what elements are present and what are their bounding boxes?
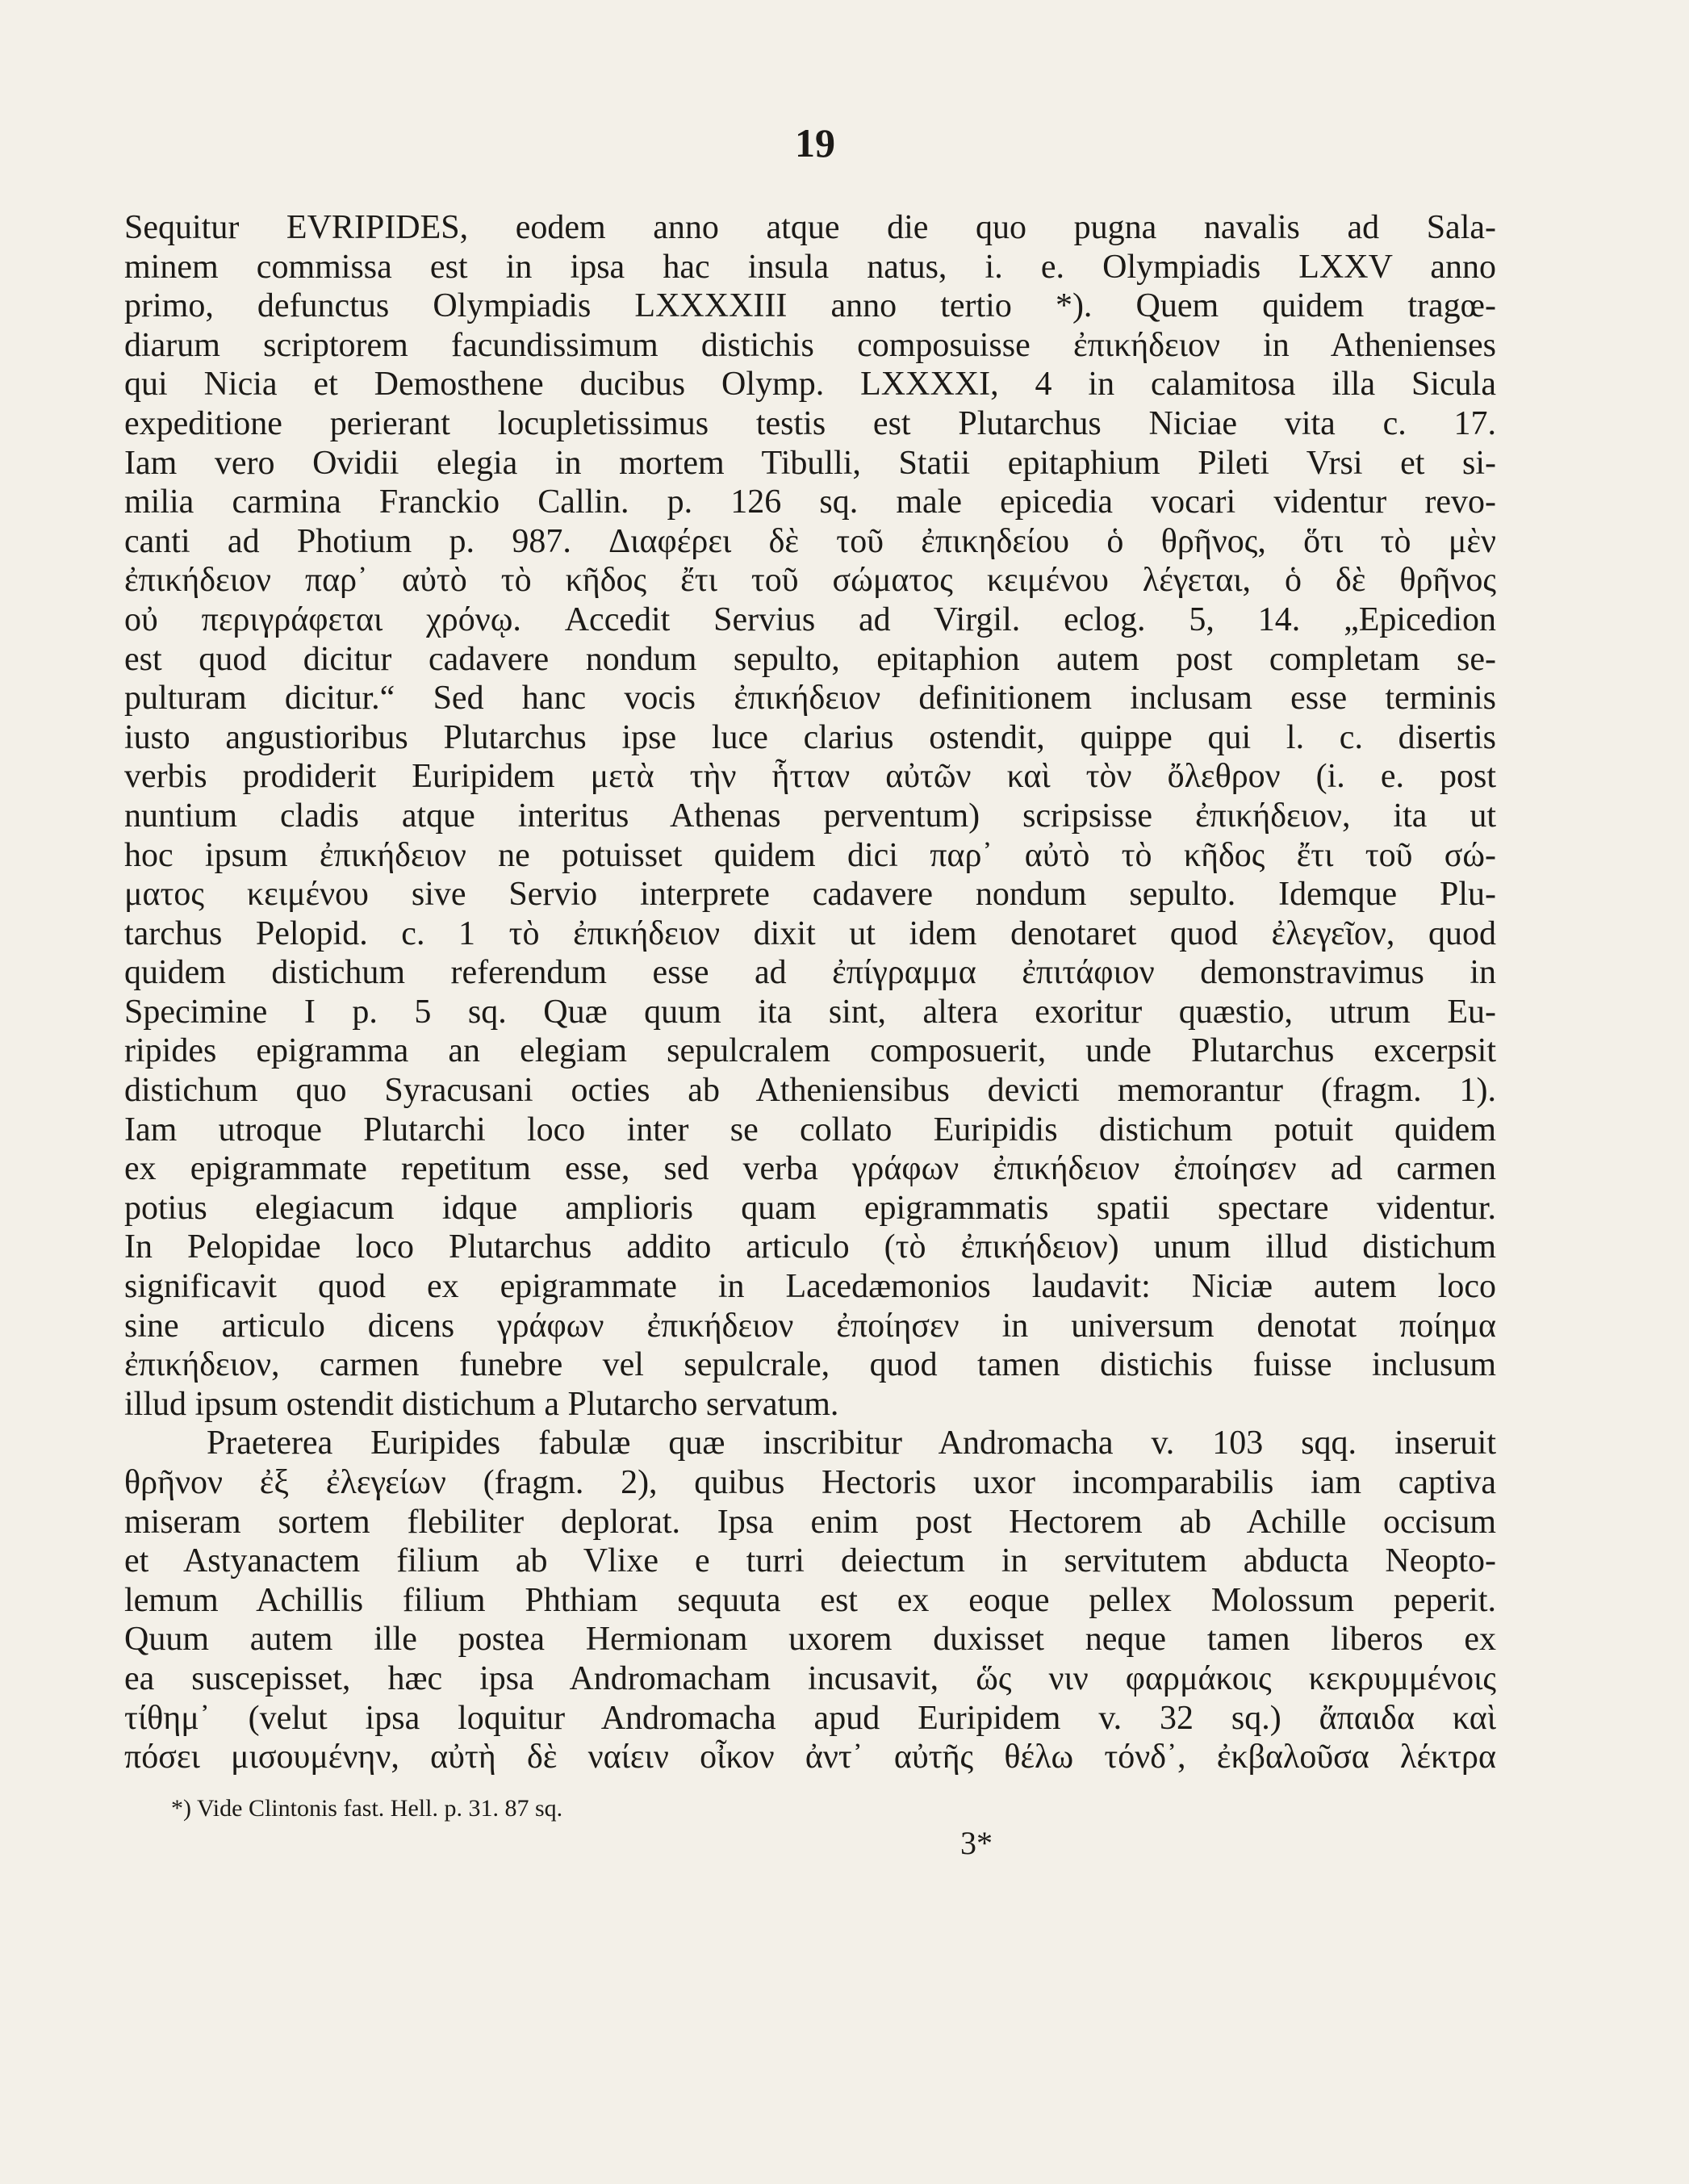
text-line: nuntium cladis atque interitus Athenas perventum) scripsisse ἐπικήδειον, ita ut — [124, 797, 1496, 835]
text-line: Praeterea Euripides fabulæ quæ inscribitur Andromacha v. 103 sqq. inseruit — [207, 1425, 1496, 1462]
text-line: potius elegiacum idque amplioris quam epigrammatis spatii spectare videntur. — [124, 1189, 1496, 1227]
text-line: οὐ περιγράφεται χρόνῳ. Accedit Servius ad Virgil. eclog. 5, 14. „Epicedion — [124, 600, 1496, 638]
text-line: tarchus Pelopid. c. 1 τὸ ἐπικήδειον dixit ut idem denotaret quod ἐλεγεῖον, quod — [124, 914, 1496, 952]
text-line: Quum autem ille postea Hermionam uxorem duxisset neque tamen liberos ex — [124, 1621, 1496, 1659]
text-line: iusto angustioribus Plutarchus ipse luce clarius ostendit, quippe qui l. c. disertis — [124, 718, 1496, 756]
text-line: canti ad Photium p. 987. Διαφέρει δὲ τοῦ ἐπικηδείου ὁ θρῆνος, ὅτι τὸ μὲν — [124, 522, 1496, 560]
text-line: ex epigrammate repetitum esse, sed verba γράφων ἐπικήδειον ἐποίησεν ad carmen — [124, 1150, 1496, 1188]
text-line: illud ipsum ostendit distichum a Plutarcho servatum. — [124, 1385, 839, 1423]
text-line: pulturam dicitur.“ Sed hanc vocis ἐπικήδειον definitionem inclusam esse terminis — [124, 680, 1496, 718]
body-text — [124, 208, 1496, 1777]
text-line: Iam vero Ovidii elegia in mortem Tibulli, Statii epitaphium Pileti Vrsi et si- — [124, 444, 1496, 482]
text-line: milia carmina Franckio Callin. p. 126 sq. male epicedia vocari videntur revo- — [124, 483, 1496, 521]
text-line: primo, defunctus Olympiadis LXXXXIII anno tertio *). Quem quidem tragœ- — [124, 287, 1496, 325]
text-line: qui Nicia et Demosthene ducibus Olymp. LXXXXI, 4 in calamitosa illa Sicula — [124, 366, 1496, 404]
page-number: 19 — [795, 120, 835, 165]
text-line: πόσει μισουμένην, αὐτὴ δὲ ναίειν οἶκον ἀντ᾽ αὐτῆς θέλω τόνδ᾽, ἐκβαλοῦσα λέκτρα — [124, 1738, 1496, 1776]
text-line: Specimine I p. 5 sq. Quæ quum ita sint, altera exoritur quæstio, utrum Eu- — [124, 993, 1496, 1031]
text-line: significavit quod ex epigrammate in Lacedæmonios laudavit: Niciæ autem loco — [124, 1268, 1496, 1306]
text-line: verbis prodiderit Euripidem μετὰ τὴν ἧτταν αὐτῶν καὶ τὸν ὄλεθρον (i. e. post — [124, 758, 1496, 796]
text-line: θρῆνον ἐξ ἐλεγείων (fragm. 2), quibus Hectoris uxor incomparabilis iam captiva — [124, 1464, 1496, 1501]
text-line: distichum quo Syracusani octies ab Atheniensibus devicti memorantur (fragm. 1). — [124, 1072, 1496, 1110]
text-line: ματος κειμένου sive Servio interprete cadavere nondum sepulto. Idemque Plu- — [124, 876, 1496, 914]
text-line: Sequitur EVRIPIDES, eodem anno atque die quo pugna navalis ad Sala- — [124, 209, 1496, 246]
text-line: est quod dicitur cadavere nondum sepulto, epitaphion autem post completam se- — [124, 640, 1496, 678]
footnote: *) Vide Clintonis fast. Hell. p. 31. 87 sq. — [171, 1795, 563, 1822]
text-line: quidem distichum referendum esse ad ἐπίγραμμα ἐπιτάφιον demonstravimus in — [124, 954, 1496, 992]
text-line: minem commissa est in ipsa hac insula natus, i. e. Olympiadis LXXV anno — [124, 248, 1496, 286]
text-line: lemum Achillis filium Phthiam sequuta est ex eoque pellex Molossum peperit. — [124, 1581, 1496, 1619]
text-line: ἐπικήδειον, carmen funebre vel sepulcrale, quod tamen distichis fuisse inclusum — [124, 1346, 1496, 1384]
signature-mark: 3* — [960, 1825, 993, 1861]
text-line: expeditione perierant locupletissimus testis est Plutarchus Niciae vita c. 17. — [124, 404, 1496, 442]
text-line: hoc ipsum ἐπικήδειον ne potuisset quidem dici παρ᾽ αὐτὸ τὸ κῆδος ἔτι τοῦ σώ- — [124, 836, 1496, 874]
text-line: Iam utroque Plutarchi loco inter se collato Euripidis distichum potuit quidem — [124, 1111, 1496, 1148]
text-line: ἐπικήδειον παρ᾽ αὐτὸ τὸ κῆδος ἔτι τοῦ σώματος κειμένου λέγεται, ὁ δὲ θρῆνος — [124, 562, 1496, 600]
text-line: In Pelopidae loco Plutarchus addito articulo (τὸ ἐπικήδειον) unum illud distichum — [124, 1228, 1496, 1266]
text-line: diarum scriptorem facundissimum distichis composuisse ἐπικήδειον in Athenienses — [124, 326, 1496, 364]
text-line: sine articulo dicens γράφων ἐπικήδειον ἐποίησεν in universum denotat ποίημα — [124, 1307, 1496, 1345]
text-line: ripides epigramma an elegiam sepulcralem composuerit, unde Plutarchus excerpsit — [124, 1032, 1496, 1070]
text-line: et Astyanactem filium ab Vlixe e turri deiectum in servitutem abducta Neopto- — [124, 1542, 1496, 1580]
text-line: ea suscepisset, hæc ipsa Andromacham incusavit, ὥς νιν φαρμάκοις κεκρυμμένοις — [124, 1659, 1496, 1697]
text-line: miseram sortem flebiliter deplorat. Ipsa enim post Hectorem ab Achille occisum — [124, 1503, 1496, 1541]
text-line: τίθημ᾽ (velut ipsa loquitur Andromacha apud Euripidem v. 32 sq.) ἄπαιδα καὶ — [124, 1699, 1496, 1737]
